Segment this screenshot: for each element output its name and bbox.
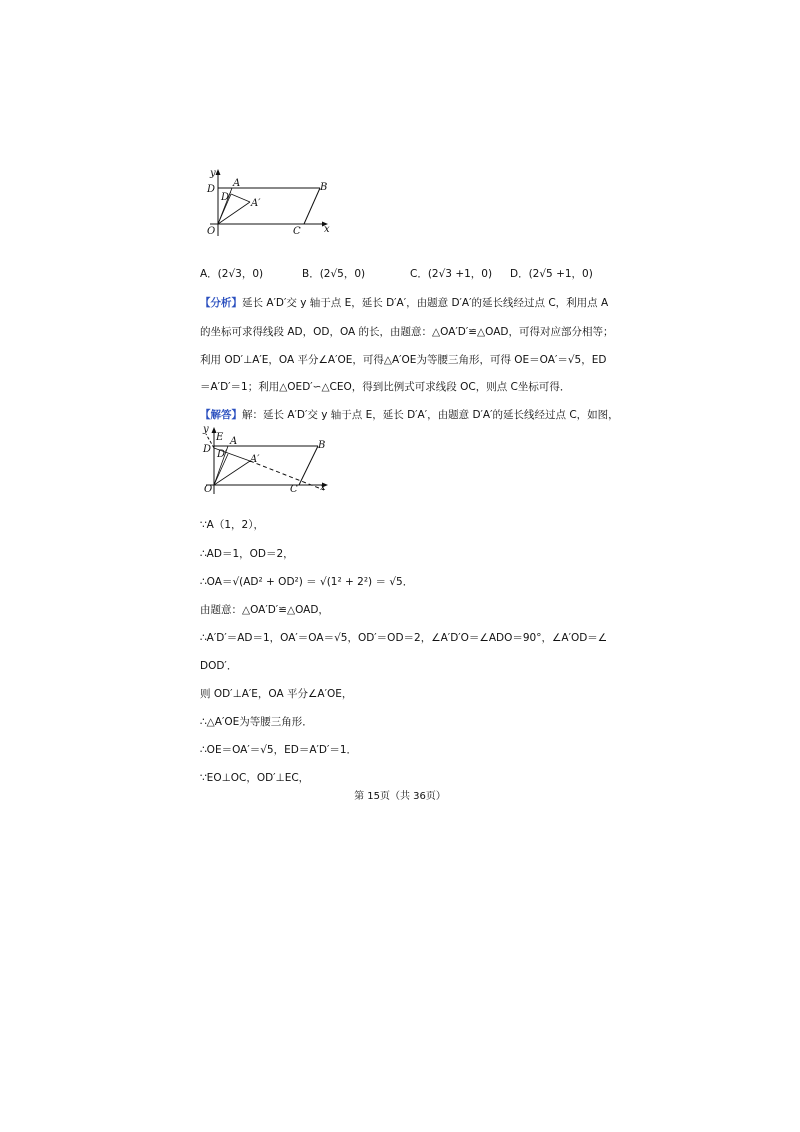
analysis-line-4: ＝A′D′＝1；利用△OED′∽△CEO，得到比例式可求线段 OC，则点 C坐标可得． — [200, 381, 571, 393]
label-A: A — [230, 436, 238, 447]
label-D-prime: D′ — [217, 449, 228, 460]
analysis-tag: 【分析】 — [200, 297, 242, 309]
option-d: D．(2√5 +1，0) — [510, 268, 593, 280]
page-footer: 第 15页（共 36页） — [354, 791, 446, 802]
figure-parallelogram — [200, 166, 340, 238]
option-a: A．(2√3，0) — [200, 268, 264, 280]
label-C: C — [293, 226, 301, 237]
analysis-line-1 — [200, 296, 608, 310]
step-line: ∴△A′OE为等腰三角形． — [200, 716, 313, 728]
label-O: O — [204, 484, 213, 495]
label-D: D — [203, 444, 212, 455]
step-line: 则 OD′⊥A′E，OA 平分∠A′OE， — [200, 688, 353, 700]
step-line: ∴AD＝1，OD＝2， — [200, 548, 294, 560]
label-D-prime: D′ — [221, 192, 232, 203]
step-line: ∴A′D′＝AD＝1，OA′＝OA＝√5，OD′＝OD＝2，∠A′D′O＝∠ADO＝90°，∠A′OD＝∠ — [200, 632, 608, 644]
segment-Dprime-Aprime — [231, 194, 250, 202]
label-B: B — [320, 182, 328, 193]
solution-text-1: 解：延长 A′D′交 y 轴于点 E，延长 D′A′，由题意 D′A′的延长线经过点 C，如图， — [242, 409, 619, 421]
label-E: E — [216, 432, 224, 443]
label-x: x — [320, 482, 326, 493]
y-arrow — [216, 169, 221, 175]
label-O: O — [207, 226, 216, 237]
analysis-text-1: 延长 A′D′交 y 轴于点 E，延长 D′A′，由题意 D′A′的延长线经过点 C，利用点 A — [242, 297, 609, 309]
step-line: ∴OE＝OA′＝√5，ED＝A′D′＝1． — [200, 744, 358, 756]
label-D: D — [207, 184, 216, 195]
solution-line-1 — [200, 408, 619, 422]
analysis-line-2: 的坐标可求得线段 AD，OD，OA 的长，由题意：△OA′D′≌△OAD，可得对应部分相等； — [200, 326, 614, 338]
dashed-Aprime-C — [250, 461, 324, 490]
segment-BC — [304, 188, 320, 224]
step-line: DOD′． — [200, 660, 238, 672]
option-b: B．(2√5，0) — [302, 268, 366, 280]
label-y: y — [210, 168, 216, 179]
option-c: C．(2√3 +1，0) — [410, 268, 493, 280]
label-A-prime: A′ — [250, 454, 260, 465]
step-line: ∵A（1，2）， — [200, 519, 264, 531]
step-line: ∵EO⊥OC，OD′⊥EC， — [200, 772, 310, 784]
label-B: B — [318, 440, 326, 451]
label-y: y — [203, 424, 209, 435]
analysis-line-3: 利用 OD′⊥A′E，OA 平分∠A′OE，可得△A′OE为等腰三角形，可得 OE＝OA′＝√5，ED — [200, 354, 607, 366]
label-x: x — [324, 224, 330, 235]
label-C: C — [290, 484, 298, 495]
label-A-prime: A′ — [251, 198, 261, 209]
step-line: ∴OA＝√(AD² + OD²) ＝ √(1² + 2²) ＝ √5． — [200, 576, 414, 588]
label-A: A — [233, 178, 241, 189]
step-line: 由题意：△OA′D′≌△OAD， — [200, 604, 329, 616]
segment-BC — [299, 446, 318, 485]
figure-solution — [200, 424, 340, 496]
solution-tag: 【解答】 — [200, 409, 242, 421]
